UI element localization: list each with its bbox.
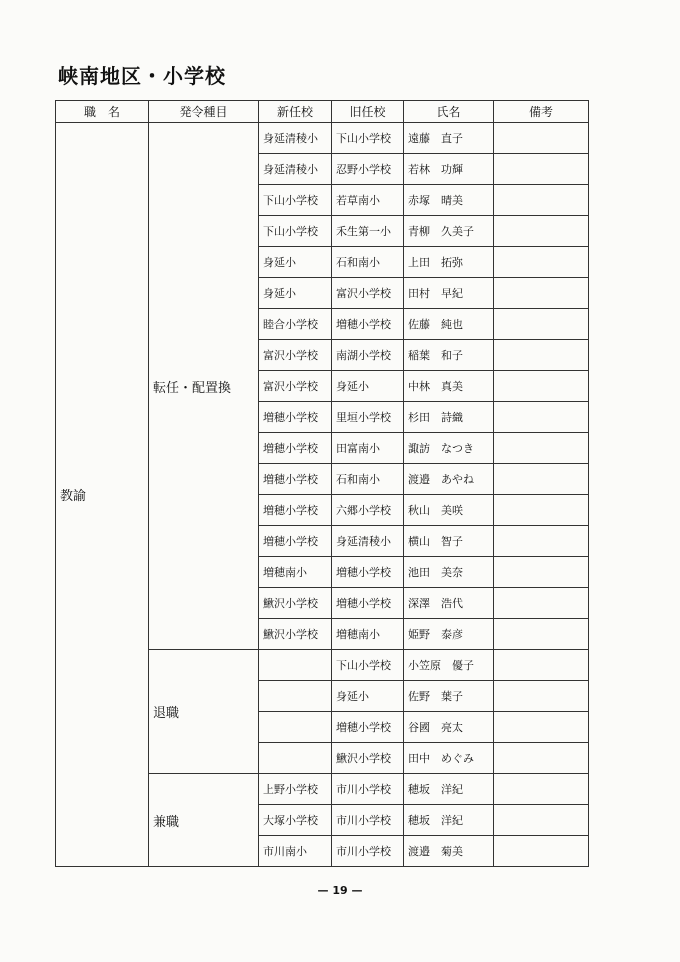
new-school-cell: 鰍沢小学校 (259, 588, 332, 619)
new-school-cell (259, 681, 332, 712)
old-school-cell: 石和南小 (332, 464, 404, 495)
remarks-cell (494, 216, 589, 247)
name-cell: 諏訪 なつき (404, 433, 494, 464)
new-school-cell (259, 743, 332, 774)
name-cell: 佐野 葉子 (404, 681, 494, 712)
old-school-cell: 増穂小学校 (332, 712, 404, 743)
remarks-cell (494, 557, 589, 588)
new-school-cell: 大塚小学校 (259, 805, 332, 836)
remarks-cell (494, 743, 589, 774)
new-school-cell: 下山小学校 (259, 185, 332, 216)
header-name: 氏名 (404, 101, 494, 123)
table-row (56, 123, 589, 154)
remarks-cell (494, 185, 589, 216)
new-school-cell (259, 650, 332, 681)
remarks-cell (494, 433, 589, 464)
new-school-cell: 上野小学校 (259, 774, 332, 805)
old-school-cell: 増穂小学校 (332, 309, 404, 340)
remarks-cell (494, 123, 589, 154)
new-school-cell: 増穂小学校 (259, 464, 332, 495)
name-cell: 池田 美奈 (404, 557, 494, 588)
name-cell: 若林 功輝 (404, 154, 494, 185)
remarks-cell (494, 774, 589, 805)
table-body (56, 123, 589, 867)
remarks-cell (494, 681, 589, 712)
old-school-cell: 市川小学校 (332, 774, 404, 805)
old-school-cell: 下山小学校 (332, 650, 404, 681)
name-cell: 田中 めぐみ (404, 743, 494, 774)
name-cell: 稲葉 和子 (404, 340, 494, 371)
name-cell: 遠藤 直子 (404, 123, 494, 154)
old-school-cell: 市川小学校 (332, 805, 404, 836)
header-position: 職 名 (56, 101, 149, 123)
old-school-cell: 忍野小学校 (332, 154, 404, 185)
old-school-cell: 禾生第一小 (332, 216, 404, 247)
name-cell: 小笠原 優子 (404, 650, 494, 681)
page-number: — 19 — (317, 884, 363, 897)
old-school-cell: 増穂小学校 (332, 557, 404, 588)
new-school-cell (259, 712, 332, 743)
new-school-cell: 富沢小学校 (259, 371, 332, 402)
new-school-cell: 富沢小学校 (259, 340, 332, 371)
new-school-cell: 身延清稜小 (259, 123, 332, 154)
header-new-school: 新任校 (259, 101, 332, 123)
old-school-cell: 富沢小学校 (332, 278, 404, 309)
name-cell: 上田 拓弥 (404, 247, 494, 278)
remarks-cell (494, 619, 589, 650)
remarks-cell (494, 371, 589, 402)
old-school-cell: 南湖小学校 (332, 340, 404, 371)
name-cell: 渡邉 菊美 (404, 836, 494, 867)
remarks-cell (494, 805, 589, 836)
header-type: 発令種目 (149, 101, 259, 123)
assignment-type-cell: 兼職 (149, 774, 259, 867)
name-cell: 青柳 久美子 (404, 216, 494, 247)
remarks-cell (494, 588, 589, 619)
remarks-cell (494, 650, 589, 681)
remarks-cell (494, 309, 589, 340)
new-school-cell: 市川南小 (259, 836, 332, 867)
name-cell: 秋山 美咲 (404, 495, 494, 526)
page-title: 峡南地区・小学校 (58, 64, 226, 88)
old-school-cell: 石和南小 (332, 247, 404, 278)
old-school-cell: 里垣小学校 (332, 402, 404, 433)
position-cell: 教諭 (56, 123, 149, 867)
remarks-cell (494, 402, 589, 433)
name-cell: 姫野 泰彦 (404, 619, 494, 650)
remarks-cell (494, 836, 589, 867)
header-remarks: 備考 (494, 101, 589, 123)
new-school-cell: 身延小 (259, 247, 332, 278)
old-school-cell: 鰍沢小学校 (332, 743, 404, 774)
remarks-cell (494, 526, 589, 557)
old-school-cell: 増穂小学校 (332, 588, 404, 619)
header-old-school: 旧任校 (332, 101, 404, 123)
old-school-cell: 身延小 (332, 681, 404, 712)
new-school-cell: 鰍沢小学校 (259, 619, 332, 650)
remarks-cell (494, 340, 589, 371)
new-school-cell: 睦合小学校 (259, 309, 332, 340)
name-cell: 渡邉 あやね (404, 464, 494, 495)
remarks-cell (494, 464, 589, 495)
old-school-cell: 増穂南小 (332, 619, 404, 650)
old-school-cell: 身延清稜小 (332, 526, 404, 557)
assignment-type-cell: 退職 (149, 650, 259, 774)
new-school-cell: 下山小学校 (259, 216, 332, 247)
new-school-cell: 増穂小学校 (259, 526, 332, 557)
new-school-cell: 身延清稜小 (259, 154, 332, 185)
remarks-cell (494, 154, 589, 185)
remarks-cell (494, 247, 589, 278)
header-row (56, 101, 589, 123)
remarks-cell (494, 495, 589, 526)
name-cell: 佐藤 純也 (404, 309, 494, 340)
old-school-cell: 身延小 (332, 371, 404, 402)
name-cell: 深澤 浩代 (404, 588, 494, 619)
old-school-cell: 下山小学校 (332, 123, 404, 154)
old-school-cell: 若草南小 (332, 185, 404, 216)
old-school-cell: 六郷小学校 (332, 495, 404, 526)
name-cell: 穂坂 洋紀 (404, 805, 494, 836)
personnel-table (55, 100, 589, 867)
new-school-cell: 増穂小学校 (259, 433, 332, 464)
assignment-type-cell: 転任・配置換 (149, 123, 259, 650)
name-cell: 中林 真美 (404, 371, 494, 402)
name-cell: 横山 智子 (404, 526, 494, 557)
remarks-cell (494, 278, 589, 309)
new-school-cell: 増穂南小 (259, 557, 332, 588)
name-cell: 谷國 亮太 (404, 712, 494, 743)
name-cell: 赤塚 晴美 (404, 185, 494, 216)
name-cell: 田村 早紀 (404, 278, 494, 309)
name-cell: 穂坂 洋紀 (404, 774, 494, 805)
new-school-cell: 増穂小学校 (259, 495, 332, 526)
name-cell: 杉田 詩織 (404, 402, 494, 433)
new-school-cell: 増穂小学校 (259, 402, 332, 433)
old-school-cell: 市川小学校 (332, 836, 404, 867)
remarks-cell (494, 712, 589, 743)
old-school-cell: 田富南小 (332, 433, 404, 464)
new-school-cell: 身延小 (259, 278, 332, 309)
